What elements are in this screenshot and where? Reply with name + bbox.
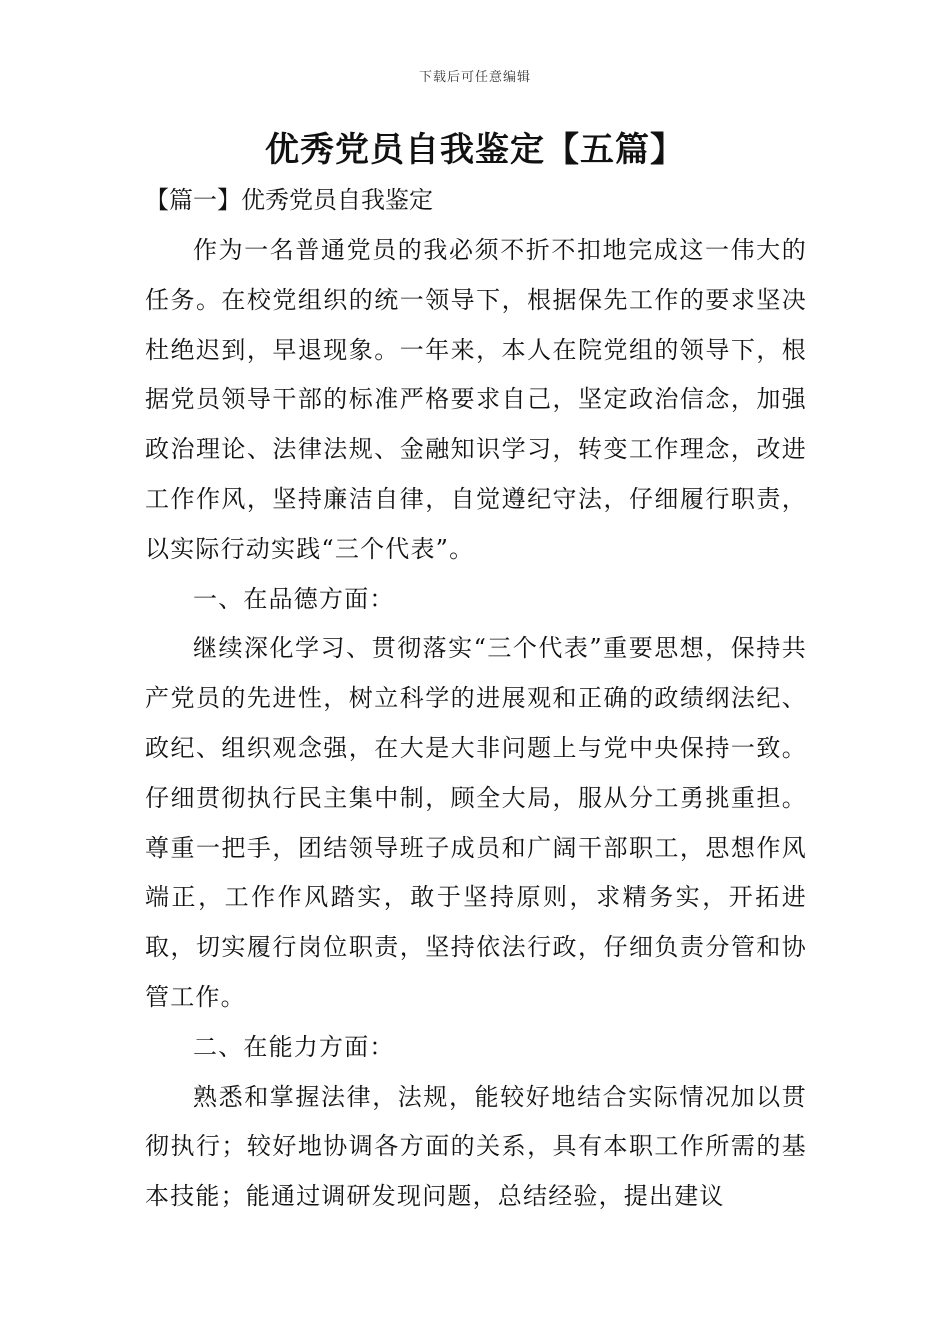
subheading-ability: 二、在能力方面： xyxy=(193,1032,395,1061)
paragraph-intro: 作为一名普通党员的我必须不折不扣地完成这一伟大的任务。在校党组织的统一领导下，根据保先工作的要求坚决杜绝迟到，早退现象。一年来，本人在院党组的领导下，根据党员领导干部的标准严格要求自己，坚定政治信念，加强政治理论、法律法规、金融知识学习，转变工作理念，改进工作作风，坚持廉洁自律，自觉遵纪守法，仔细履行职责，以实际行动实践“三个代表”。 xyxy=(145,236,807,563)
header-note: 下载后可任意编辑 xyxy=(418,70,531,85)
paragraph-morality: 继续深化学习、贯彻落实“三个代表”重要思想，保持共产党员的先进性，树立科学的进展观和正确的政绩纲法纪、政纪、组织观念强，在大是大非问题上与党中央保持一致。仔细贯彻执行民主集中制，顾全大局，服从分工勇挑重担。尊重一把手，团结领导班子成员和广阔干部职工，思想作风端正，工作作风踏实，敢于坚持原则，求精务实，开拓进取，切实履行岗位职责，坚持依法行政，仔细负责分管和协管工作。 xyxy=(145,634,807,1011)
section-heading: 【篇一】优秀党员自我鉴定 xyxy=(145,186,433,214)
document-body xyxy=(145,226,807,1222)
subheading-morality: 一、在品德方面： xyxy=(193,584,395,613)
document-title: 优秀党员自我鉴定【五篇】 xyxy=(265,130,685,170)
paragraph-ability: 熟悉和掌握法律，法规，能较好地结合实际情况加以贯彻执行；较好地协调各方面的关系，具有本职工作所需的基本技能；能通过调研发现问题，总结经验，提出建议 xyxy=(145,1082,807,1211)
